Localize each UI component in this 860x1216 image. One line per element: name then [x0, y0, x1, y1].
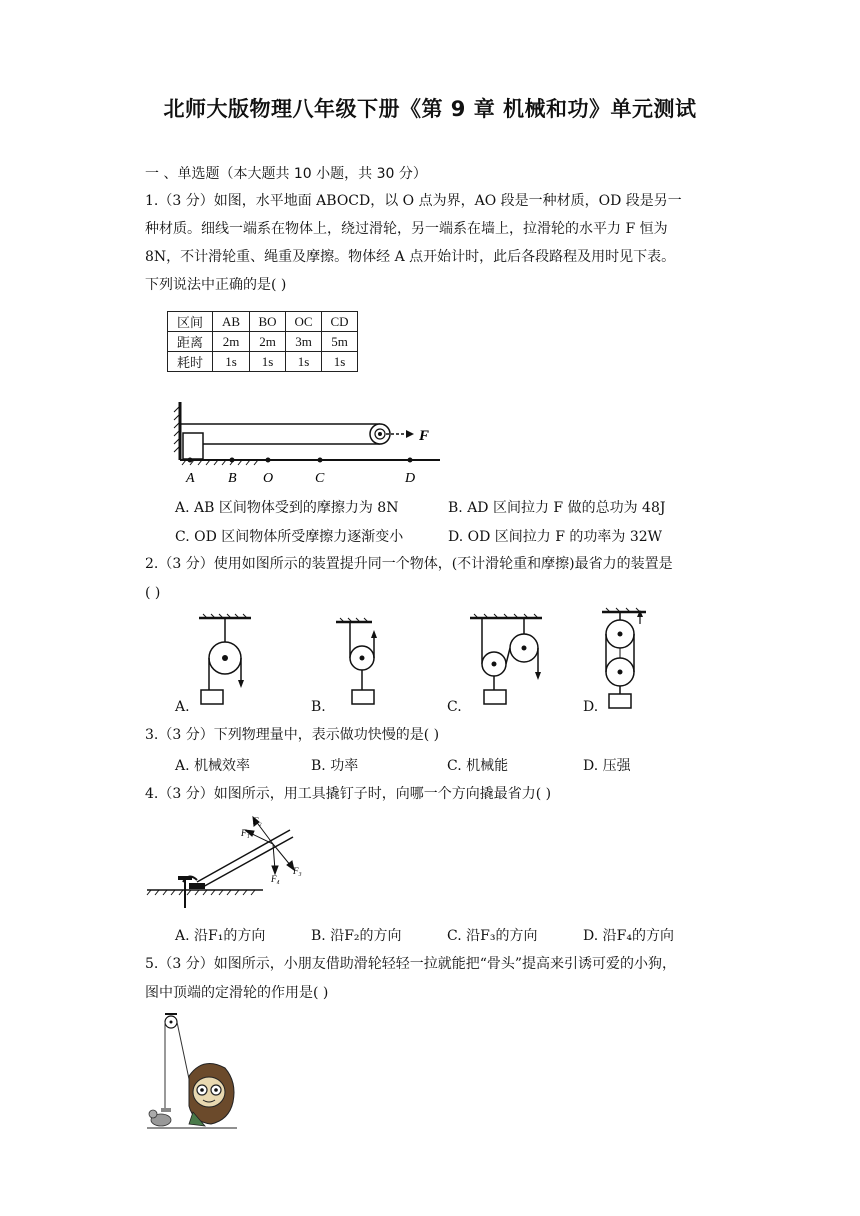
q5-line-2: 图中顶端的定滑轮的作用是( ): [145, 985, 329, 1001]
q4-option-a[interactable]: A. 沿F₁的方向: [175, 928, 266, 944]
table-cell: OC: [286, 312, 322, 332]
label-d: D: [405, 471, 416, 486]
table-cell: 耗时: [168, 352, 213, 372]
q3-option-d[interactable]: D. 压强: [583, 758, 631, 774]
table-cell: 3m: [286, 332, 322, 352]
table-cell: 5m: [322, 332, 358, 352]
table-row: [168, 352, 358, 372]
q3-option-b[interactable]: B. 功率: [311, 758, 359, 774]
label-f3: F₃: [293, 866, 302, 876]
q2-label-a[interactable]: A.: [175, 699, 190, 715]
table-cell: BO: [250, 312, 286, 332]
q3-option-c[interactable]: C. 机械能: [447, 758, 509, 774]
q1-line-4: 下列说法中正确的是( ): [145, 277, 287, 293]
table-cell: 2m: [250, 332, 286, 352]
table-cell: CD: [322, 312, 358, 332]
q2-label-d[interactable]: D.: [583, 699, 599, 715]
table-cell: 1s: [213, 352, 250, 372]
q2-figure-c: [468, 612, 548, 712]
q1-line-1: 1.（3 分）如图，水平地面 ABOCD，以 O 点为界，AO 段是一种材质，OD 段是另一: [145, 193, 682, 209]
q1-line-2: 种材质。细线一端系在物体上，绕过滑轮，另一端系在墙上，拉滑轮的水平力 F 恒为: [145, 221, 668, 237]
section-heading: 一 、单选题（本大题共 10 小题，共 30 分）: [145, 166, 427, 182]
label-f4: F₄: [271, 874, 280, 884]
q2-figure-d: [600, 606, 650, 712]
page-title: 北师大版物理八年级下册《第 9 章 机械和功》单元测试: [163, 97, 697, 121]
q5-line-1: 5.（3 分）如图所示，小朋友借助滑轮轻轻一拉就能把“骨头”提高来引诱可爱的小狗，: [145, 956, 677, 972]
q5-illustration: [145, 1012, 240, 1130]
q1-line-3: 8N，不计滑轮重、绳重及摩擦。物体经 A 点开始计时，此后各段路程及用时见下表。: [145, 249, 676, 265]
q2-label-b[interactable]: B.: [311, 699, 326, 715]
table-header-row: [168, 312, 358, 332]
q4-option-c[interactable]: C. 沿F₃的方向: [447, 928, 538, 944]
q2-line-1: 2.（3 分）使用如图所示的装置提升同一个物体，(不计滑轮重和摩擦)最省力的装置是: [145, 556, 673, 572]
label-c: C: [315, 471, 325, 486]
table-cell: AB: [213, 312, 250, 332]
q1-option-d[interactable]: D. OD 区间拉力 F 的功率为 32W: [448, 529, 663, 545]
q4-option-d[interactable]: D. 沿F₄的方向: [583, 928, 674, 944]
q4-line: 4.（3 分）如图所示，用工具撬钉子时，向哪一个方向撬最省力( ): [145, 786, 552, 802]
q2-figure-a: [195, 612, 255, 712]
label-o: O: [263, 471, 274, 486]
table-cell: 区间: [168, 312, 213, 332]
table-row: [168, 332, 358, 352]
label-f: F: [419, 428, 430, 444]
label-f2: F₂: [253, 816, 262, 826]
table-cell: 距离: [168, 332, 213, 352]
q2-label-c[interactable]: C.: [447, 699, 462, 715]
q1-data-table: [167, 311, 358, 372]
q3-option-a[interactable]: A. 机械效率: [175, 758, 251, 774]
q2-figure-b: [332, 612, 392, 712]
q1-option-c[interactable]: C. OD 区间物体所受摩擦力逐渐变小: [175, 529, 404, 545]
q3-line: 3.（3 分）下列物理量中，表示做功快慢的是( ): [145, 727, 440, 743]
table-cell: 1s: [250, 352, 286, 372]
table-cell: 1s: [322, 352, 358, 372]
table-cell: 2m: [213, 332, 250, 352]
q1-option-b[interactable]: B. AD 区间拉力 F 做的总功为 48J: [448, 500, 666, 516]
q1-pulley-figure: [170, 398, 450, 488]
q4-lever-figure: [145, 810, 315, 920]
label-b: B: [228, 471, 237, 486]
q2-line-2: ( ): [145, 585, 161, 601]
label-a: A: [186, 471, 195, 486]
label-f1: F₁: [241, 828, 250, 838]
table-cell: 1s: [286, 352, 322, 372]
q1-option-a[interactable]: A. AB 区间物体受到的摩擦力为 8N: [175, 500, 399, 516]
q4-option-b[interactable]: B. 沿F₂的方向: [311, 928, 402, 944]
